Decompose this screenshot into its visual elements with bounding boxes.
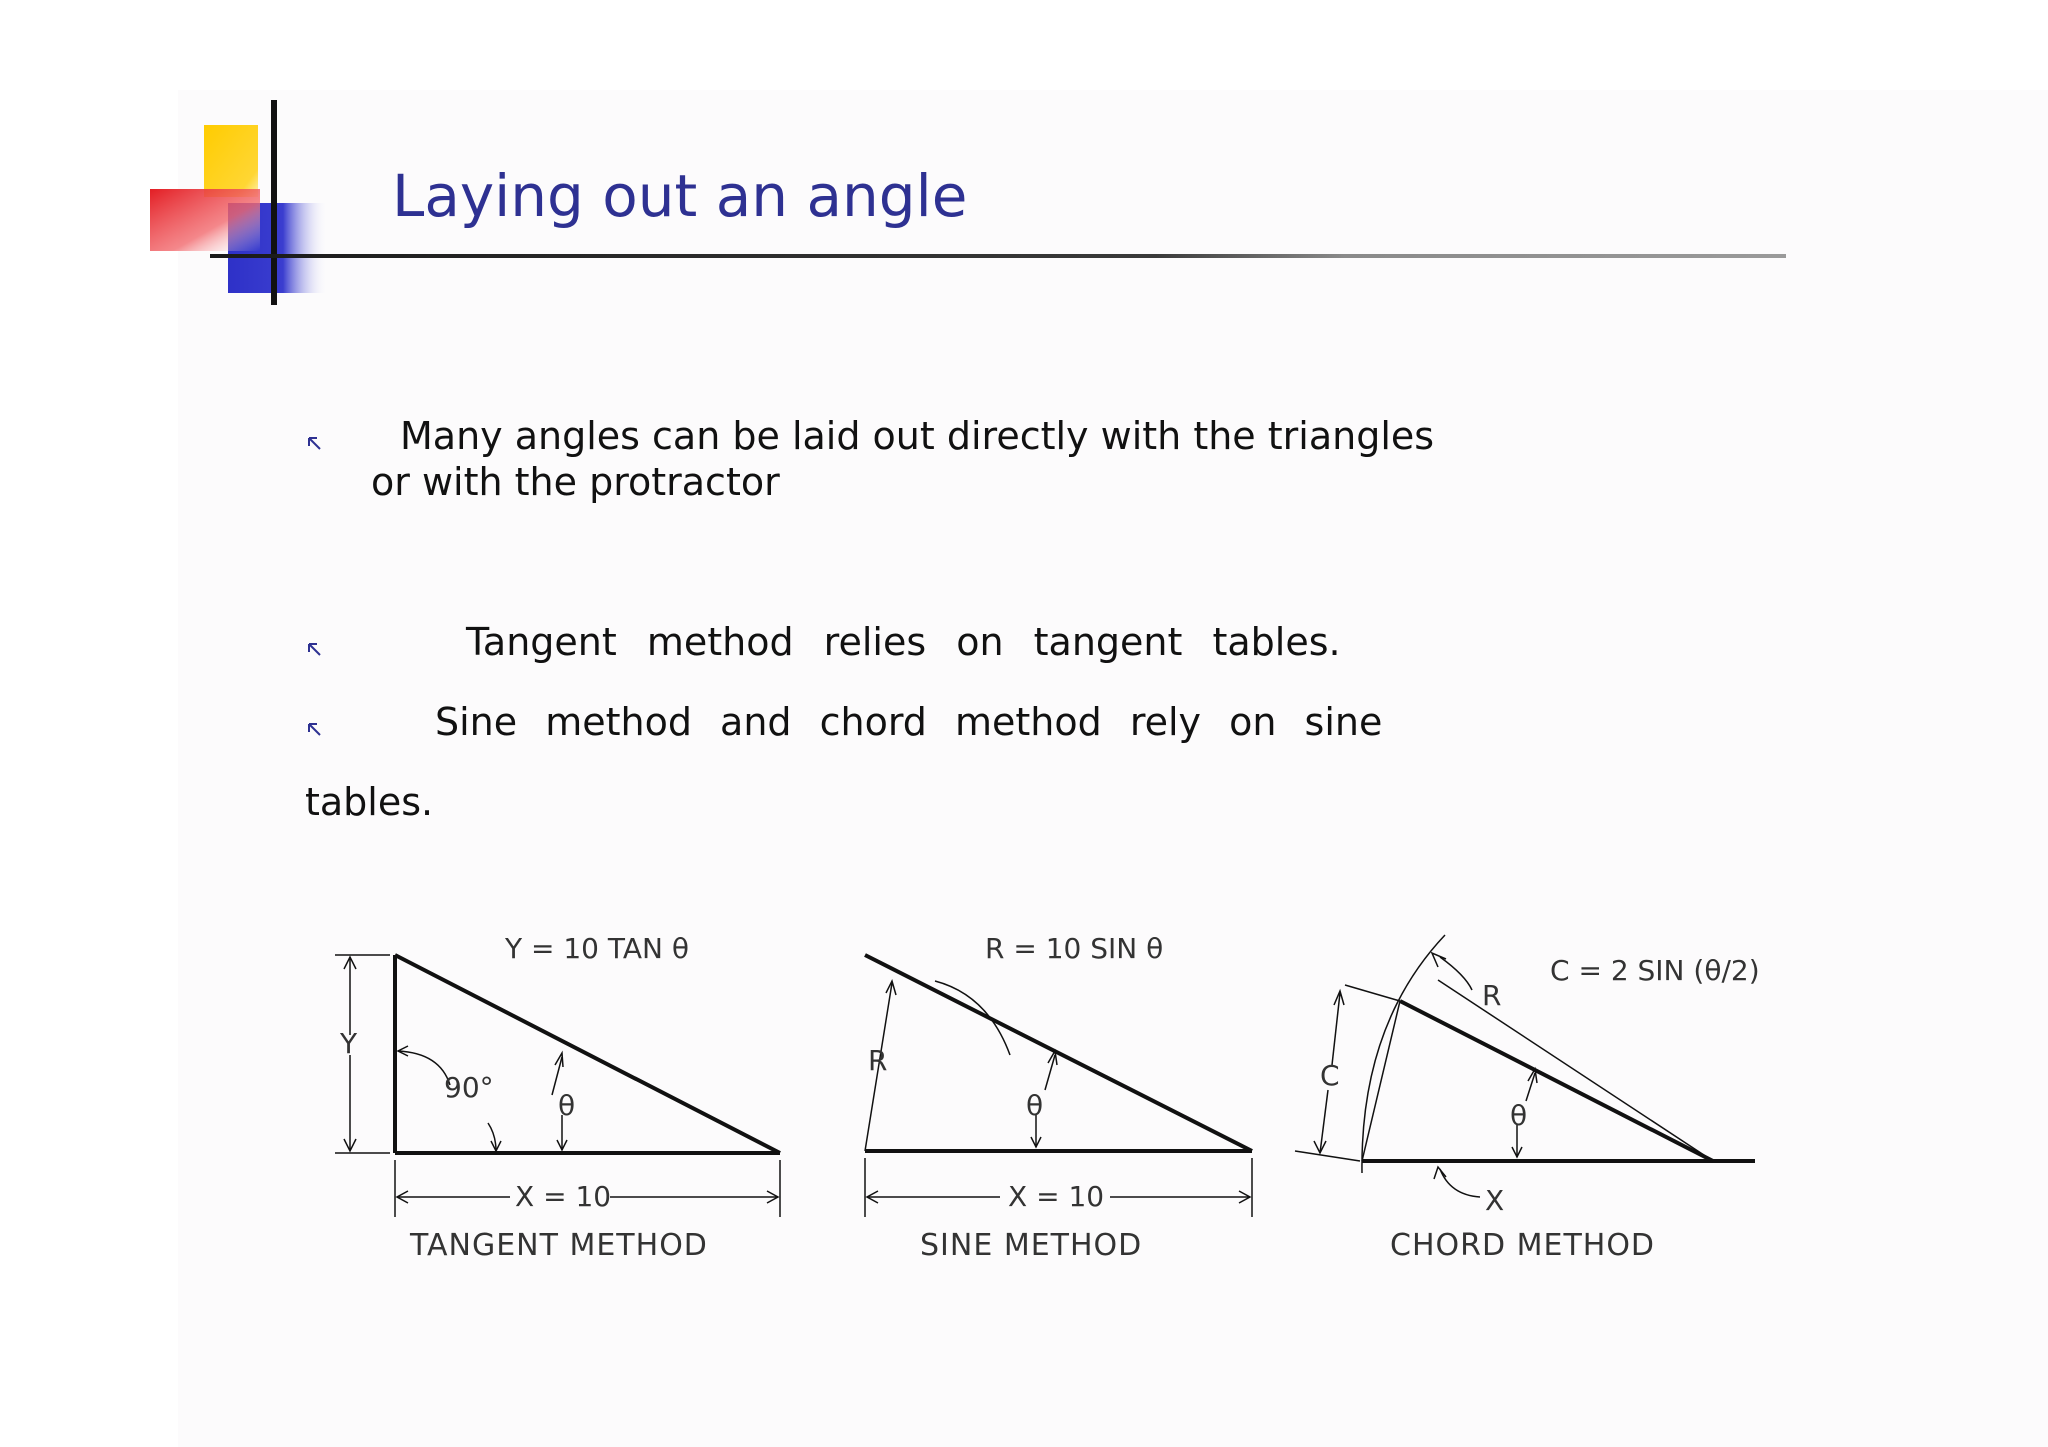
tangent-theta: θ <box>558 1089 576 1122</box>
sine-formula: R = 10 SIN θ <box>985 932 1164 965</box>
sine-caption: SINE METHOD <box>920 1228 1143 1263</box>
tangent-y-label: Y <box>340 1027 358 1060</box>
decorative-logo-icon <box>140 95 370 310</box>
title-divider <box>210 254 1786 258</box>
arrow-bullet-icon <box>305 434 325 454</box>
bullet-3-line-1: Sine method and chord method rely on sine <box>435 700 1383 744</box>
tangent-right-angle: 90° <box>444 1071 494 1104</box>
tangent-method-diagram <box>335 955 780 1217</box>
arrow-bullet-icon <box>305 720 325 740</box>
sine-theta: θ <box>1026 1089 1044 1122</box>
arrow-bullet-icon <box>305 640 325 660</box>
chord-theta: θ <box>1510 1099 1528 1132</box>
chord-x-label: X <box>1485 1184 1505 1217</box>
chord-r-label: R <box>1482 979 1502 1012</box>
bullet-1-line-1: Many angles can be laid out directly with the triangles <box>400 414 1435 458</box>
angle-methods-figure <box>320 925 1780 1275</box>
tangent-caption: TANGENT METHOD <box>410 1228 708 1263</box>
bullet-2-line-1: Tangent method relies on tangent tables. <box>466 620 1341 664</box>
sine-method-diagram <box>865 955 1252 1217</box>
page-title: Laying out an angle <box>392 162 968 230</box>
tangent-formula: Y = 10 TAN θ <box>505 932 689 965</box>
sine-r-label: R <box>868 1044 888 1077</box>
chord-caption: CHORD METHOD <box>1390 1228 1656 1263</box>
bullet-1-line-2: or with the protractor <box>371 460 780 504</box>
chord-c-label: C <box>1320 1059 1340 1092</box>
chord-formula: C = 2 SIN (θ/2) <box>1550 954 1760 987</box>
bullet-3-line-2: tables. <box>305 780 434 824</box>
tangent-x-label: X = 10 <box>515 1180 612 1213</box>
sine-x-label: X = 10 <box>1008 1180 1105 1213</box>
